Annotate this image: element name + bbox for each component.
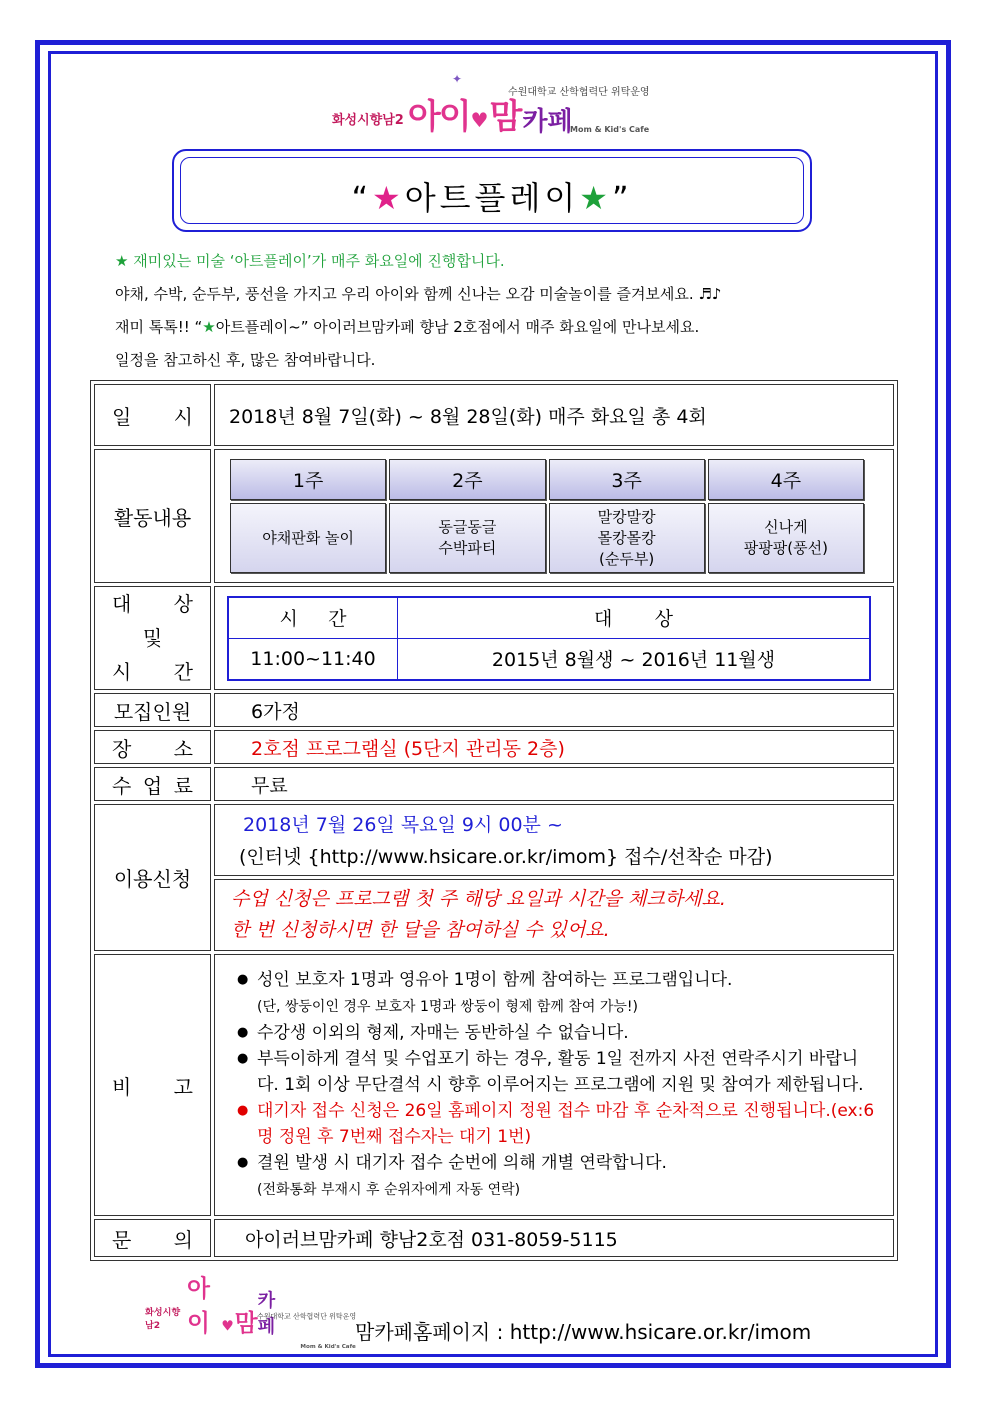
week-header: 3주 bbox=[549, 459, 705, 500]
schedule-label: 일 시 bbox=[94, 384, 211, 446]
schedule-value: 2018년 8월 7일(화) ~ 8월 28일(화) 매주 화요일 총 4회 bbox=[214, 384, 894, 446]
remarks-list bbox=[215, 955, 893, 1215]
apply-note-2: 한 번 신청하시면 한 달을 참여하실 수 있어요. bbox=[231, 919, 610, 941]
heart-icon: ♥ bbox=[470, 108, 489, 132]
recruit-value: 6가정 bbox=[214, 693, 894, 727]
activities-cell bbox=[214, 449, 894, 583]
footer-label: 맘카페홈페이지 : bbox=[355, 1320, 510, 1344]
recruit-label: 모집인원 bbox=[94, 693, 211, 727]
cafe-logo bbox=[332, 72, 672, 138]
heart-icon: ♥ bbox=[221, 1317, 234, 1334]
contact-label: 문 의 bbox=[94, 1219, 211, 1257]
week-activity: 말캉말캉 몰캉몰캉 (순두부) bbox=[549, 503, 705, 573]
operator-text: 수원대학교 산학협력단 위탁운영 bbox=[508, 87, 650, 98]
apply-note-1: 수업 신청은 프로그램 첫 주 해당 요일과 시간을 체크하세요. bbox=[231, 888, 726, 910]
target-cell bbox=[214, 586, 894, 690]
week-activity: 야채판화 놀이 bbox=[230, 503, 386, 573]
remark-item: ● 부득이하게 결석 및 수업포기 하는 경우, 활동 1일 전까지 사전 연락주시기 바랍니다. 1회 이상 무단결석 시 향후 이루어지는 프로그램에 지원 및 참여가 제한됩니다. bbox=[237, 1046, 879, 1098]
logo-mam: 맘 bbox=[489, 97, 523, 137]
week-activity: 동글동글 수박파티 bbox=[389, 503, 545, 573]
fee-label: 수 업 료 bbox=[94, 767, 211, 801]
green-star-icon: ★ bbox=[579, 179, 612, 217]
intro-line-1: ★ 재미있는 미술 ‘아트플레이’가 매주 화요일에 진행합니다. bbox=[115, 252, 505, 270]
place-label: 장 소 bbox=[94, 730, 211, 764]
remarks-cell bbox=[214, 954, 894, 1216]
target-value: 2015년 8월생 ~ 2016년 11월생 bbox=[398, 638, 871, 680]
remark-item: ● 대기자 접수 신청은 26일 홈페이지 정원 접수 마감 후 순차적으로 진행됩니다.(ex:6명 정원 후 7번째 접수자는 대기 1번) bbox=[237, 1098, 879, 1150]
time-value: 11:00~11:40 bbox=[228, 638, 398, 680]
logo-prefix: 화성시향남2 bbox=[332, 113, 404, 128]
pink-star-icon: ★ bbox=[372, 179, 405, 217]
apply-notes bbox=[214, 879, 894, 951]
weeks-table bbox=[227, 456, 867, 576]
week-header: 4주 bbox=[708, 459, 864, 500]
apply-method: (인터넷 {http://www.hsicare.or.kr/imom} 접수/선착순 마감) bbox=[239, 846, 773, 868]
apply-label: 이용신청 bbox=[94, 804, 211, 951]
time-header: 시 간 bbox=[228, 597, 398, 639]
week-header: 1주 bbox=[230, 459, 386, 500]
week-activity: 신나게 팡팡팡(풍선) bbox=[708, 503, 864, 573]
program-table bbox=[90, 380, 898, 1261]
apply-date: 2018년 7월 26일 목요일 9시 00분 ~ bbox=[243, 814, 563, 836]
intro-line-4: 일정을 참고하신 후, 많은 참여바랍니다. bbox=[115, 351, 376, 369]
page-title: “★아트플레이★” bbox=[351, 179, 633, 217]
intro-line-3: 재미 톡톡!! “★아트플레이~” 아이러브맘카페 향남 2호점에서 매주 화요일에 만나보세요. bbox=[115, 318, 700, 336]
place-value: 2호점 프로그램실 (5단지 관리동 2층) bbox=[214, 730, 894, 764]
fee-value: 무료 bbox=[214, 767, 894, 801]
intro-line-2: 야채, 수박, 순두부, 풍선을 가지고 우리 아이와 함께 신나는 오감 미술놀이를 즐겨보세요. ♬♪ bbox=[115, 285, 722, 303]
week-header: 2주 bbox=[389, 459, 545, 500]
remark-item: ● 성인 보호자 1명과 영유아 1명이 함께 참여하는 프로그램입니다. (단, 쌍둥이인 경우 보호자 1명과 쌍둥이 형제 함께 참여 가능!) bbox=[237, 967, 879, 1020]
activities-label: 활동내용 bbox=[94, 449, 211, 583]
remark-item: ● 결원 발생 시 대기자 접수 순번에 의해 개별 연락합니다. (전화통화 부재시 후 순위자에게 자동 연락) bbox=[237, 1150, 879, 1203]
contact-value: 아이러브맘카페 향남2호점 031-8059-5115 bbox=[214, 1219, 894, 1257]
green-star-icon: ★ bbox=[115, 252, 129, 270]
footer-logo: 수원대학교 산학협력단 위탁운영 화성시향남2 아이 ♥ 맘 카페 Mom & Kid's Cafe bbox=[145, 1275, 357, 1350]
remarks-label: 비 고 bbox=[94, 954, 211, 1216]
green-star-icon: ★ bbox=[202, 318, 216, 336]
target-label: 대 상 및 시 간 bbox=[94, 586, 211, 690]
logo-cafe: 카페 bbox=[522, 107, 573, 137]
logo-english: Mom & Kid's Cafe bbox=[570, 125, 650, 134]
footer-homepage bbox=[355, 1316, 811, 1345]
remark-item: ● 수강생 이외의 형제, 자매는 동반하실 수 없습니다. bbox=[237, 1020, 879, 1046]
apply-cell bbox=[214, 804, 894, 876]
homepage-link[interactable]: http://www.hsicare.or.kr/imom bbox=[509, 1320, 812, 1344]
logo-ai: 아이 bbox=[407, 97, 470, 137]
title-box bbox=[172, 149, 812, 232]
target-table bbox=[227, 596, 871, 681]
star-icon: ✦ bbox=[452, 72, 463, 86]
target-header: 대 상 bbox=[398, 597, 871, 639]
